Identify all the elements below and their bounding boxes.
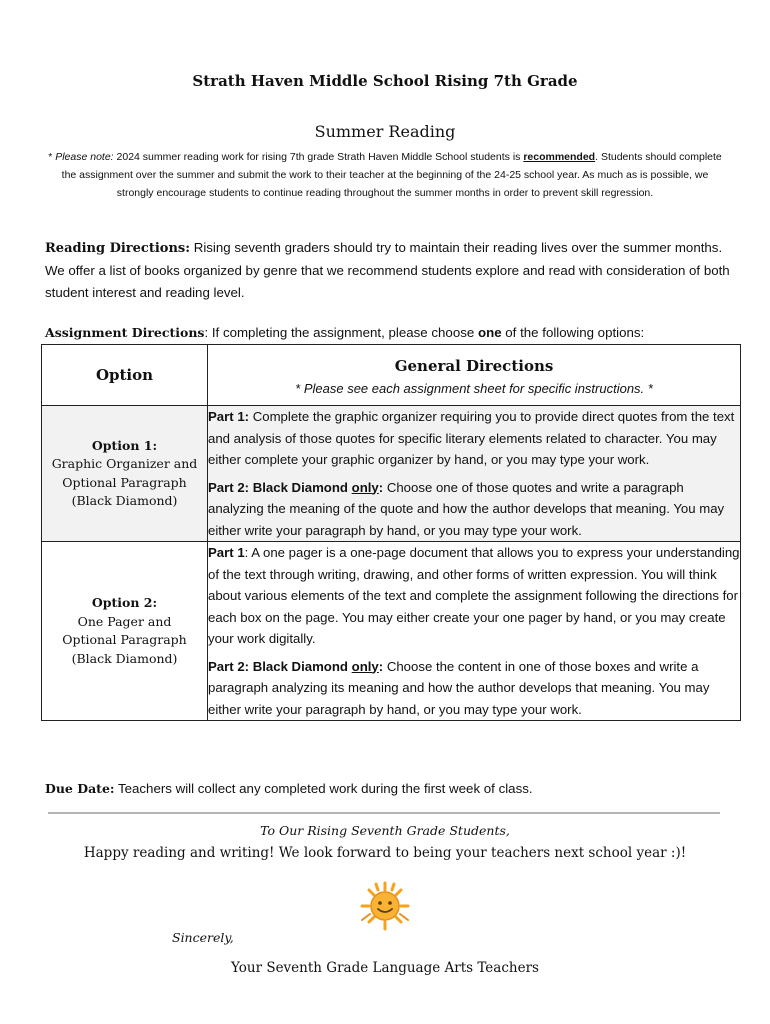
directions-cell [208, 406, 741, 542]
header-general-title: General Directions [394, 356, 554, 375]
part-1-text [208, 406, 740, 471]
option-line: One Pager and [77, 613, 172, 629]
directions-cell [208, 542, 741, 721]
part-2-body: Choose one of those quotes and write a paragraph analyzing the meaning of the quote and how the author develops that meaning. You may either write your paragraph by hand, or you may type your work. [208, 479, 725, 538]
divider [48, 812, 720, 814]
option-name: Option 2: [91, 595, 158, 610]
page-title: Strath Haven Middle School Rising 7th Grade [192, 72, 578, 90]
part-1-label: Part 1: [208, 409, 250, 424]
option-cell [42, 406, 208, 542]
note-prefix: * [48, 151, 56, 163]
reading-directions-text: Rising seventh graders should try to maintain their reading lives over the summer months. We offer a list of books organized by genre that we recommend students explore and read with consideration of both student interest and reading level. [45, 240, 730, 300]
table-header-row [42, 345, 741, 406]
table-row [42, 406, 741, 542]
due-date-label: Due Date: [45, 781, 115, 796]
part-1-text [208, 542, 740, 650]
note-text-after: . Students should complete the assignment over the summer and submit the work to their teacher at the beginning of the 24-25 school year. As much as is possible, we strongly encourage students to continue reading throughout the summer months in order to prevent skill regression. [61, 151, 722, 199]
part-2-label: Part 2: Black Diamond [208, 479, 352, 495]
closing-message: Happy reading and writing! We look forward to being your teachers next school year :)! [83, 845, 687, 861]
part-2-colon: : [378, 658, 384, 674]
option-line: Optional Paragraph [62, 474, 187, 490]
note-emphasis: recommended [523, 151, 596, 163]
option-line: (Black Diamond) [71, 650, 178, 666]
reading-directions [45, 237, 735, 304]
part-1-label: Part 1 [208, 545, 245, 560]
option-name: Option 1: [91, 437, 158, 453]
note-text-before: 2024 summer reading work for rising 7th grade Strath Haven Middle School students is [113, 151, 524, 163]
page-subtitle: Summer Reading [314, 122, 456, 141]
part-1-body: Complete the graphic organizer requiring you to provide direct quotes from the text and analysis of those quotes for specific literary elements related to character. You may either complete your graphic organizer by hand, or you may type your work. [208, 409, 735, 467]
part-2-only: only [351, 658, 379, 674]
option-cell [42, 542, 208, 721]
please-note-paragraph [45, 148, 725, 202]
assignment-directions [45, 323, 735, 343]
smiling-sun-icon [356, 880, 414, 932]
assignment-directions-text-before: : If completing the assignment, please choose [204, 325, 478, 340]
option-line: (Black Diamond) [71, 493, 178, 508]
part-2-body: Choose the content in one of those boxes and write a paragraph analyzing its meaning and how the author develops that meaning. You may either write your paragraph by hand, or you may type your work. [208, 658, 710, 717]
note-label: Please note: [55, 151, 114, 163]
header-general-note: * Please see each assignment sheet for specific instructions. * [295, 380, 653, 396]
part-2-text [208, 477, 740, 542]
closing-signature: Your Seventh Grade Language Arts Teachers [231, 960, 539, 976]
option-line: Graphic Organizer and [51, 456, 198, 471]
option-line: Optional Paragraph [62, 632, 187, 647]
options-table [41, 344, 741, 721]
part-2-label: Part 2: Black Diamond [208, 658, 352, 674]
part-2-colon: : [378, 479, 384, 495]
table-row [42, 542, 741, 721]
header-general-directions [208, 345, 741, 406]
part-2-text [208, 656, 740, 721]
assignment-directions-text-after: of the following options: [501, 325, 645, 340]
due-date-text: Teachers will collect any completed work during the first week of class. [114, 781, 533, 796]
part-2-only: only [351, 479, 379, 495]
due-date [45, 779, 735, 799]
reading-directions-label: Reading Directions: [45, 241, 191, 256]
assignment-directions-label: Assignment Directions [45, 325, 205, 340]
closing-greeting: To Our Rising Seventh Grade Students, [260, 823, 510, 838]
assignment-directions-emphasis: one [477, 325, 502, 340]
part-1-body: : A one pager is a one-page document that allows you to express your understanding of the text through writing, drawing, and other forms of written expression. You will think about various elements of the text and complete the assignment following the directions for each box on the page. You may either create your one pager by hand, or you may create your work digitally. [208, 545, 740, 646]
closing-sincerely: Sincerely, [172, 930, 234, 945]
header-option: Option [42, 345, 208, 406]
